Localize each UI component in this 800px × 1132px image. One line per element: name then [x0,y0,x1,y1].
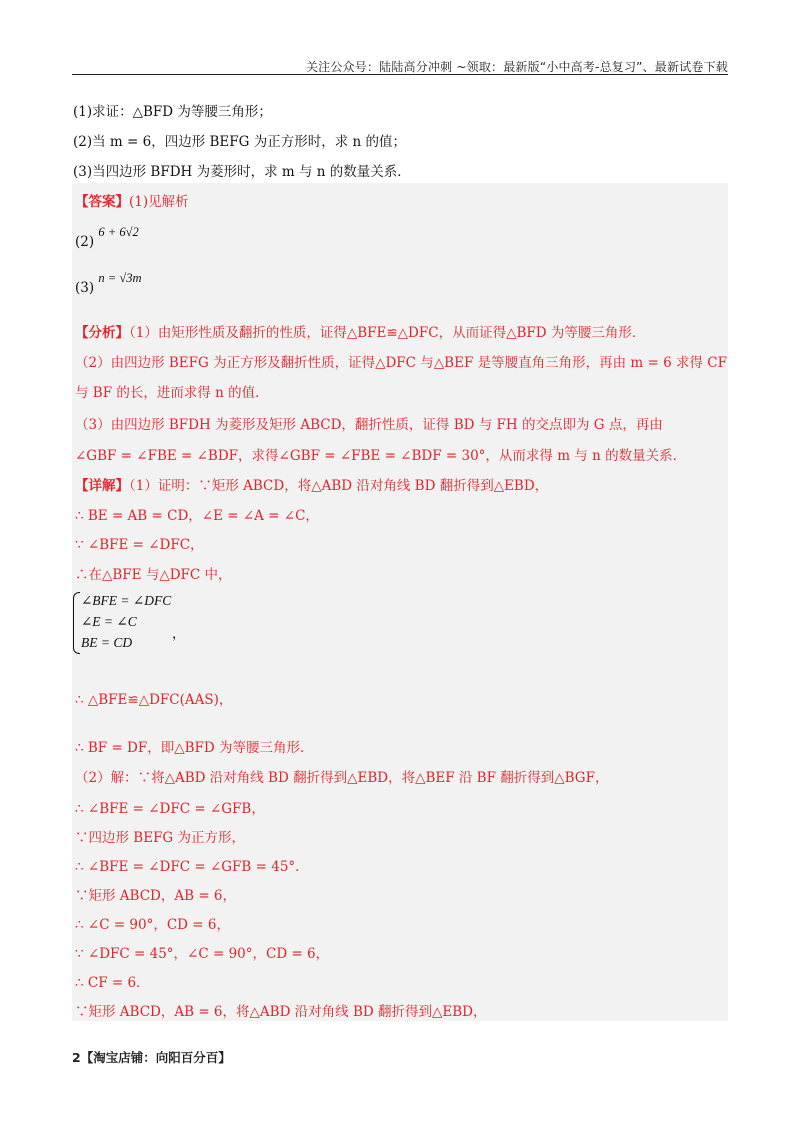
answer-part1: (1)见解析 [129,194,189,210]
answer-line-3 [75,270,142,296]
analysis-line-3: 与 BF 的长，进而求得 n 的值． [75,385,269,401]
detail-label: 【详解】 [75,478,129,494]
question-2: (2)当 m = 6，四边形 BEFG 为正方形时，求 n 的值； [73,134,406,150]
detail-line-9: ∵四边形 BEFG 为正方形， [75,830,246,846]
analysis-text-1: （1）由矩形性质及翻折的性质，证得△BFE≌△DFC，从而证得△BFD 为等腰三角形． [129,325,646,341]
detail-line-15: ∵矩形 ABCD，AB = 6，将△ABD 沿对角线 BD 翻折得到△EBD， [75,1004,487,1020]
answer-line-1 [75,190,189,210]
detail-line-11: ∵矩形 ABCD，AB = 6， [75,888,237,904]
detail-line-12: ∴ ∠C = 90°，CD = 6， [75,917,230,933]
detail-line-1 [75,474,548,494]
system-eq-2: ∠E = ∠C [81,614,137,629]
system-eq-1: ∠BFE = ∠DFC [81,593,172,608]
analysis-line-2: （2）由四边形 BEFG 为正方形及翻折性质，证得△DFC 与△BEF 是等腰直角三角形，再由 m = 6 求得 CF [75,355,727,371]
detail-line-8: ∴ ∠BFE = ∠DFC = ∠GFB， [75,801,265,817]
question-3: (3)当四边形 BFDH 为菱形时，求 m 与 n 的数量关系． [73,164,411,180]
detail-line-7: （2）解：∵将△ABD 沿对角线 BD 翻折得到△EBD，将△BEF 沿 BF 翻折得到△BGF， [75,770,609,786]
answer-part3-num: (3) [75,280,95,296]
system-equations [81,590,171,653]
analysis-label: 【分析】 [75,325,129,341]
answer-label: 【答案】 [75,194,129,210]
page-footer: 2【淘宝店铺：向阳百分百】 [72,1050,231,1065]
detail-line-14: ∴ CF = 6． [75,975,150,991]
detail-line-5: ∴ △BFE≌△DFC(AAS)， [75,692,233,708]
header-rule [72,74,728,75]
answer-part3-value: n = √3m [98,271,142,285]
analysis-line-4: （3）由四边形 BFDH 为菱形及矩形 ABCD，翻折性质，证得 BD 与 FH 的交点即为 G 点，再由 [75,417,663,433]
analysis-line-5: ∠GBF = ∠FBE = ∠BDF，求得∠GBF = ∠FBE = ∠BDF = 30°，从而求得 m 与 n 的数量关系． [75,448,687,464]
answer-part2-value: 6 + 6√2 [98,225,139,239]
system-comma: ， [172,626,186,642]
detail-line-10: ∴ ∠BFE = ∠DFC = ∠GFB = 45°． [75,859,309,875]
page-header: 关注公众号：陆陆高分冲刺 ~领取：最新版“小中高考-总复习”、最新试卷下载 [305,60,728,74]
answer-part2-num: (2) [75,234,95,250]
detail-line-13: ∵ ∠DFC = 45°，∠C = 90°，CD = 6， [75,946,330,962]
detail-text-1: （1）证明：∵矩形 ABCD，将△ABD 沿对角线 BD 翻折得到△EBD， [129,478,549,494]
system-eq-3: BE = CD [81,635,133,650]
question-1: (1)求证：△BFD 为等腰三角形； [73,104,272,120]
detail-line-2: ∴ BE = AB = CD，∠E = ∠A = ∠C， [75,508,319,524]
system-brace [73,592,80,654]
detail-line-6: ∴ BF = DF，即△BFD 为等腰三角形． [75,740,314,756]
detail-line-3: ∵ ∠BFE = ∠DFC， [75,537,204,553]
answer-line-2 [75,224,139,250]
detail-line-4: ∴在△BFE 与△DFC 中， [75,567,232,583]
analysis-line-1 [75,321,645,341]
